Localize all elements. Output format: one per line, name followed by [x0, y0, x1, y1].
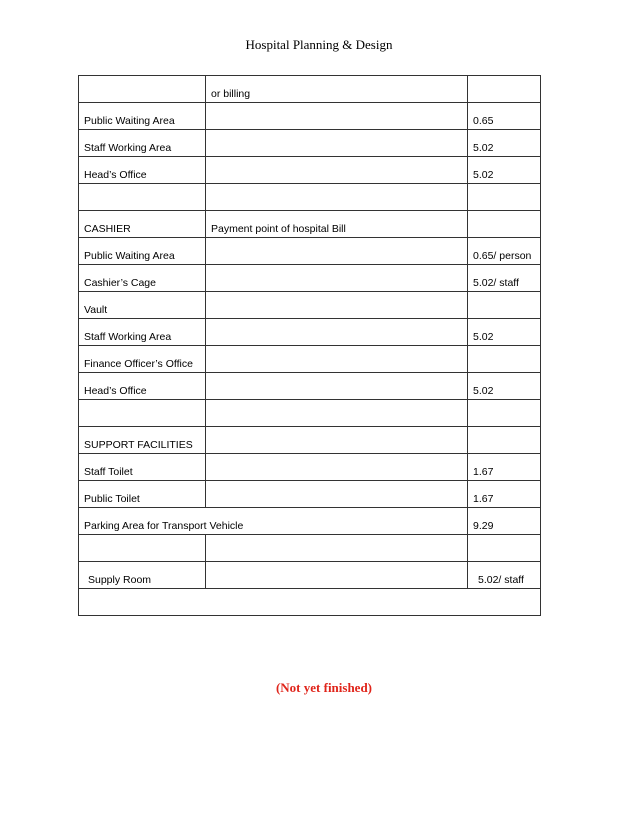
- table-cell: Supply Room: [88, 574, 152, 586]
- table-cell: 5.02/ staff: [473, 277, 519, 289]
- table-cell: 0.65: [473, 115, 494, 127]
- table-row: [79, 130, 541, 157]
- table-cell: Cashier’s Cage: [84, 277, 156, 289]
- table-row: [79, 535, 541, 562]
- table-cell: 0.65/ person: [473, 250, 532, 262]
- table-cell: Head’s Office: [84, 385, 147, 397]
- table-row: [79, 481, 541, 508]
- table-cell: Head’s Office: [84, 169, 147, 181]
- table-row: [79, 589, 541, 616]
- table-cell: Finance Officer’s Office: [84, 358, 193, 370]
- table-row: [79, 427, 541, 454]
- table-cell: 9.29: [473, 520, 494, 532]
- table-row: [79, 562, 541, 589]
- table-cell: 5.02: [473, 385, 494, 397]
- table-row: [79, 508, 541, 535]
- table-cell: Public Waiting Area: [84, 250, 175, 262]
- table-row: [79, 211, 541, 238]
- table-cell: 1.67: [473, 493, 494, 505]
- table-row: [79, 157, 541, 184]
- table-cell: 5.02: [473, 169, 494, 181]
- table-cell: Staff Working Area: [84, 331, 172, 343]
- table-row: [79, 454, 541, 481]
- table-cell: or billing: [211, 88, 251, 100]
- table-row: [79, 400, 541, 427]
- table-cell: Vault: [84, 304, 108, 316]
- space-requirements-table: [78, 75, 541, 616]
- table-cell: Staff Working Area: [84, 142, 172, 154]
- table-row: [79, 319, 541, 346]
- table-cell: 1.67: [473, 466, 494, 478]
- table-row: [79, 184, 541, 211]
- table-cell: Public Waiting Area: [84, 115, 175, 127]
- table-cell: Public Toilet: [84, 493, 140, 505]
- table-cell: 5.02: [473, 331, 494, 343]
- page-header: Hospital Planning & Design: [245, 37, 393, 52]
- table-row: [79, 346, 541, 373]
- table-row: [79, 103, 541, 130]
- table-cell: Staff Toilet: [84, 466, 133, 478]
- table-row: [79, 76, 541, 103]
- table-cell: Payment point of hospital Bill: [211, 223, 346, 235]
- table-row: [79, 238, 541, 265]
- table-cell: 5.02: [473, 142, 494, 154]
- not-finished-note: (Not yet finished): [275, 680, 373, 695]
- table-cell: Parking Area for Transport Vehicle: [84, 520, 244, 532]
- table-row: [79, 265, 541, 292]
- table-row: [79, 373, 541, 400]
- table-row: [79, 292, 541, 319]
- table-cell: CASHIER: [84, 223, 131, 235]
- table-cell: SUPPORT FACILITIES: [84, 439, 193, 451]
- table-cell: 5.02/ staff: [478, 574, 524, 586]
